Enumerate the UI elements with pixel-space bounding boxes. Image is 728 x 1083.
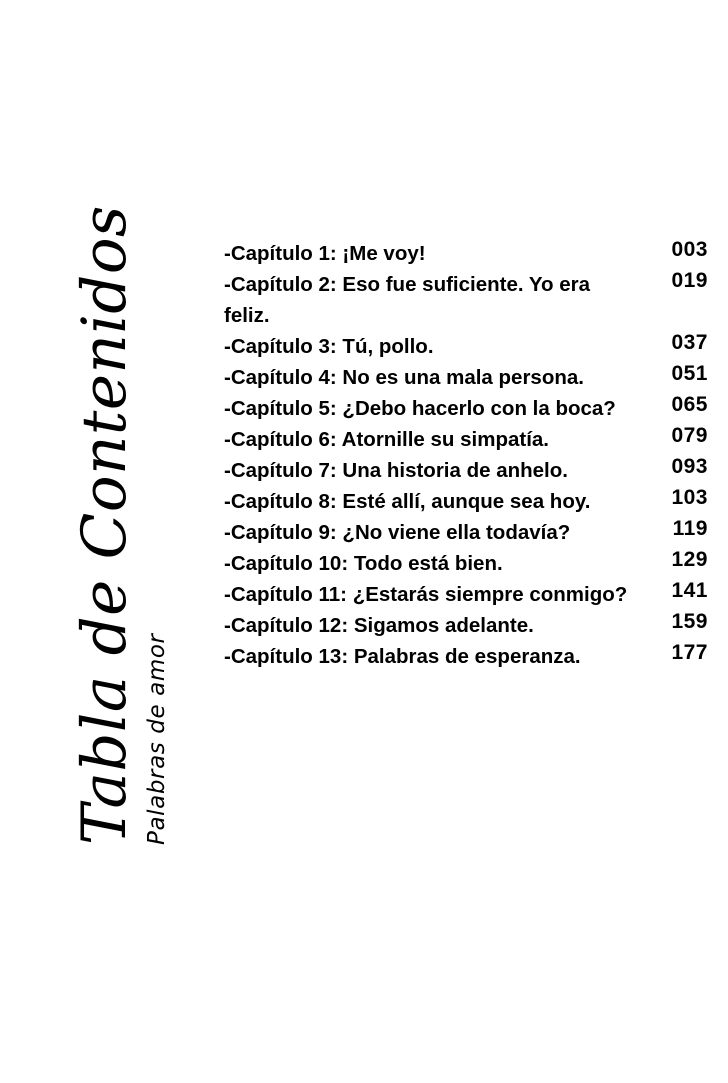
table-of-contents: [224, 238, 714, 672]
toc-entry-11: [224, 579, 714, 610]
toc-entry-page: 103: [671, 486, 708, 509]
toc-entry-title: -Capítulo 4: No es una mala persona.: [224, 366, 584, 389]
toc-entry-8: [224, 486, 714, 517]
toc-entry-9: [224, 517, 714, 548]
toc-entry-title: -Capítulo 11: ¿Estarás siempre conmigo?: [224, 583, 628, 606]
toc-entry-title: -Capítulo 10: Todo está bien.: [224, 552, 503, 575]
toc-entry-title: -Capítulo 6: Atornille su simpatía.: [224, 428, 549, 451]
toc-entry-page: 065: [671, 393, 708, 416]
toc-entry-page: 093: [671, 455, 708, 478]
toc-entry-12: [224, 610, 714, 641]
toc-entry-title: -Capítulo 3: Tú, pollo.: [224, 335, 434, 358]
rotated-title-group: [70, 185, 200, 845]
toc-entry-page: 003: [671, 238, 708, 261]
toc-entry-7: [224, 455, 714, 486]
toc-entry-10: [224, 548, 714, 579]
toc-entry-title: -Capítulo 2: Eso fue suficiente. Yo era feliz.: [224, 273, 591, 327]
toc-entry-page: 129: [671, 548, 708, 571]
page-title: Tabla de Contenidos: [69, 205, 140, 845]
toc-entry-title: -Capítulo 13: Palabras de esperanza.: [224, 645, 581, 668]
toc-entry-page: 119: [672, 517, 708, 540]
toc-entry-page: 159: [671, 610, 708, 633]
toc-entry-page: 141: [671, 579, 708, 602]
toc-entry-1: [224, 238, 714, 269]
toc-entry-title: -Capítulo 9: ¿No viene ella todavía?: [224, 521, 571, 544]
toc-entry-page: 177: [671, 641, 708, 664]
toc-entry-title: -Capítulo 12: Sigamos adelante.: [224, 614, 534, 637]
toc-entry-title: -Capítulo 8: Esté allí, aunque sea hoy.: [224, 490, 591, 513]
toc-entry-title: -Capítulo 5: ¿Debo hacerlo con la boca?: [224, 397, 616, 420]
toc-entry-6: [224, 424, 714, 455]
toc-entry-3: [224, 331, 714, 362]
toc-entry-4: [224, 362, 714, 393]
toc-entry-page: 051: [671, 362, 708, 385]
toc-entry-page: 019: [671, 269, 708, 292]
toc-entry-page: 079: [671, 424, 708, 447]
toc-entry-title: -Capítulo 1: ¡Me voy!: [224, 242, 426, 265]
toc-entry-5: [224, 393, 714, 424]
toc-entry-title: -Capítulo 7: Una historia de anhelo.: [224, 459, 568, 482]
title-block: [70, 185, 200, 845]
toc-entry-page: 037: [671, 331, 708, 354]
toc-entry-2: [224, 269, 714, 331]
toc-entry-13: [224, 641, 714, 672]
page-subtitle: Palabras de amor: [144, 633, 170, 845]
